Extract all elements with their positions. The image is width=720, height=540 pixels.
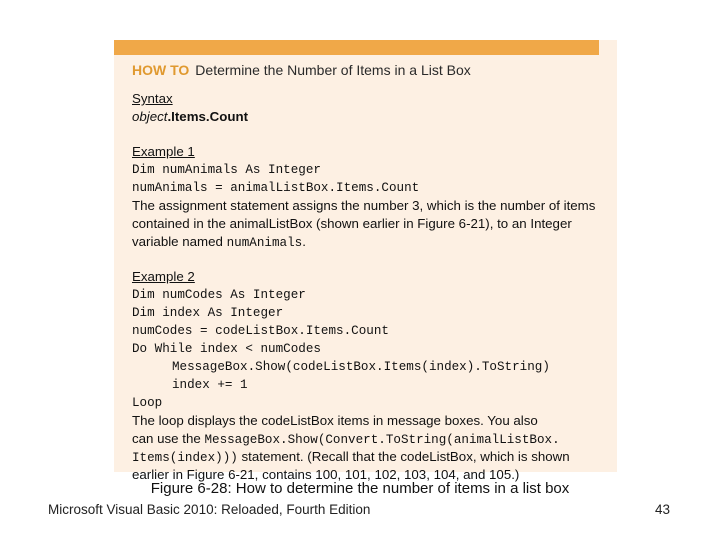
inline-code: numAnimals [226,236,303,250]
description-text: can use the [132,431,205,446]
description-line: contained in the animalListBox (shown earlier in Figure 6-21), to an Integer [132,216,572,231]
panel-accent-bar [114,40,599,55]
footer-page-number: 43 [654,502,670,517]
description-text: . [302,234,306,249]
panel-content [132,90,612,484]
code-line: numAnimals = animalListBox.Items.Count [132,181,420,195]
code-line: Dim numCodes As Integer [132,288,306,302]
code-line: MessageBox.Show(codeListBox.Items(index).ToString) [172,360,550,374]
how-to-panel [114,40,617,482]
code-line: Loop [132,396,163,410]
description-line [132,448,612,466]
description-line: The assignment statement assigns the number 3, which is the number of items [132,198,596,213]
description-text: variable named [132,234,227,249]
footer-book-title: Microsoft Visual Basic 2010: Reloaded, Fourth Edition [48,502,371,517]
description-line: earlier in Figure 6-21, contains 100, 101, 102, 103, 104, and 105.) [132,467,520,482]
example1-heading: Example 1 [132,144,195,159]
code-line: Do While index < numCodes [132,342,321,356]
how-to-label: HOW TO [132,62,190,78]
description-line: The loop displays the codeListBox items in message boxes. You also [132,413,538,428]
syntax-line [132,108,612,126]
code-line: Dim index As Integer [132,306,284,320]
inline-code: Items(index))) [132,451,238,465]
figure-caption: Figure 6-28: How to determine the number of items in a list box [150,480,570,497]
description-line [132,233,612,251]
code-line: index += 1 [172,378,248,392]
syntax-member: .Items.Count [167,109,249,124]
inline-code: MessageBox.Show(Convert.ToString(animalListBox. [204,433,560,447]
code-line: numCodes = codeListBox.Items.Count [132,324,389,338]
panel-title-text: Determine the Number of Items in a List Box [195,62,471,78]
description-text: statement. (Recall that the codeListBox, which is shown [237,449,570,464]
description-line [132,430,612,448]
syntax-object: object [132,109,168,124]
panel-title [132,62,471,78]
code-line: Dim numAnimals As Integer [132,163,321,177]
syntax-heading: Syntax [132,91,173,106]
example2-heading: Example 2 [132,269,195,284]
